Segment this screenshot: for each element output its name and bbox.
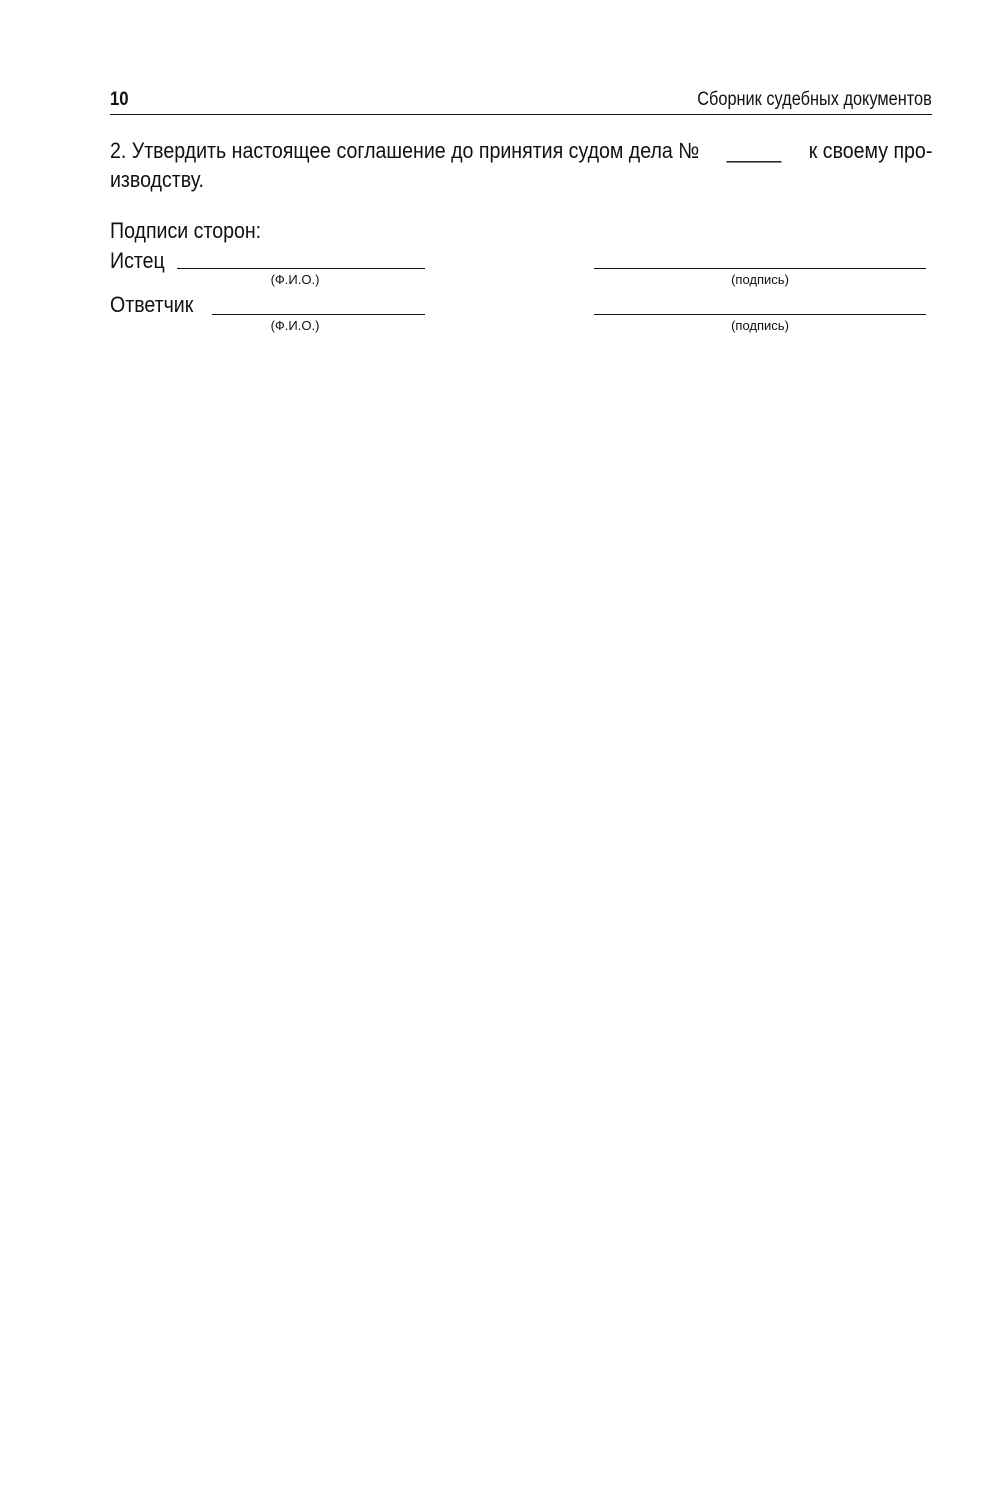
signatures-heading: Подписи сторон: <box>110 218 262 243</box>
plaintiff-signature-line <box>594 268 926 269</box>
page-header <box>110 88 932 115</box>
clause-text-end: к своему про- <box>808 138 933 163</box>
defendant-label: Ответчик <box>110 292 194 317</box>
running-title: Сборник судебных документов <box>697 89 932 110</box>
defendant-signature-line <box>594 314 926 315</box>
defendant-name-line <box>212 314 425 315</box>
clause-line-2: изводству. <box>110 167 204 192</box>
clause-2 <box>110 136 932 194</box>
case-number-blank: _____ <box>726 138 782 163</box>
defendant-name-caption: (Ф.И.О.) <box>270 318 320 333</box>
plaintiff-label: Истец <box>110 248 165 273</box>
plaintiff-name-caption: (Ф.И.О.) <box>270 272 320 287</box>
clause-text-start: 2. Утвердить настоящее соглашение до принятия судом дела № <box>110 138 700 163</box>
page-number: 10 <box>110 89 129 110</box>
defendant-signature-caption: (подпись) <box>731 318 789 333</box>
plaintiff-name-line <box>177 268 425 269</box>
plaintiff-signature-caption: (подпись) <box>731 272 789 287</box>
clause-line-1 <box>110 136 932 165</box>
